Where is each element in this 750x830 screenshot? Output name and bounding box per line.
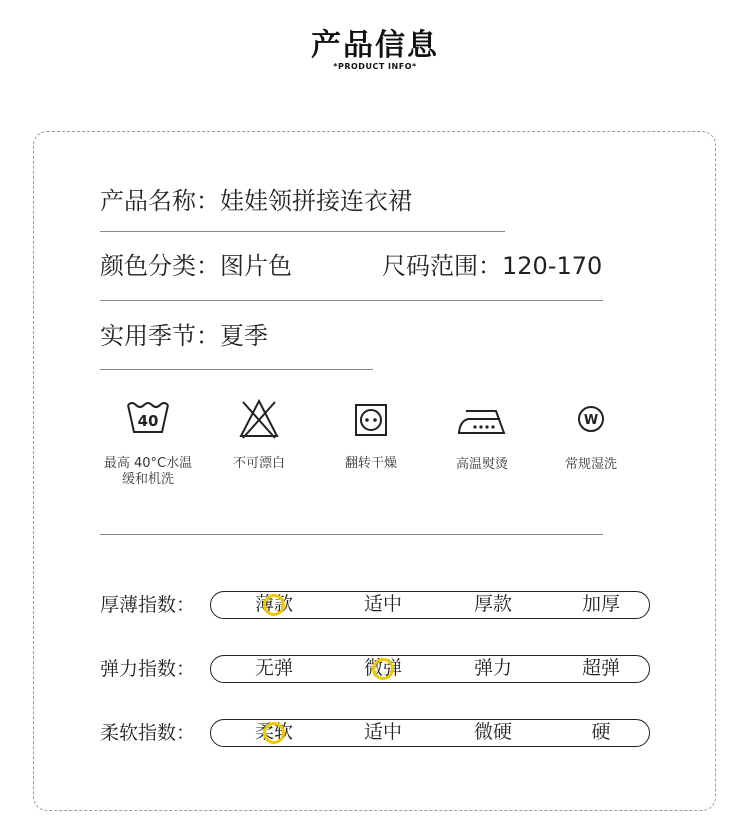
scale-option: 薄款 bbox=[254, 593, 293, 615]
care-label: 翻转干燥 bbox=[344, 456, 397, 471]
index-scale bbox=[210, 591, 650, 619]
page-subtitle: *PRODUCT INFO* bbox=[333, 62, 417, 71]
scale-option: 厚款 bbox=[473, 593, 512, 615]
care-item-wash bbox=[93, 400, 203, 488]
product-season: 实用季节：夏季 bbox=[100, 322, 268, 350]
divider bbox=[100, 369, 373, 370]
scale-option: 加厚 bbox=[581, 593, 620, 615]
product-name: 产品名称：娃娃领拼接连衣裙 bbox=[100, 187, 412, 215]
scale-option: 硬 bbox=[591, 721, 611, 743]
page-title: 产品信息 bbox=[311, 28, 439, 63]
care-label: 高温熨烫 bbox=[455, 457, 508, 472]
scale-option: 适中 bbox=[363, 593, 402, 615]
scale-option: 弹力 bbox=[473, 657, 512, 679]
divider bbox=[100, 231, 505, 232]
scale-option: 超弹 bbox=[581, 657, 620, 679]
scale-option: 适中 bbox=[363, 721, 402, 743]
care-item-iron bbox=[427, 405, 537, 473]
no-bleach-icon bbox=[237, 398, 281, 440]
care-label: 最高 40°C水温 bbox=[103, 456, 193, 471]
care-label: 缓和机洗 bbox=[121, 472, 174, 487]
tumble-dry-icon bbox=[354, 403, 388, 437]
scale-option: 微弹 bbox=[363, 657, 402, 679]
care-label: 不可漂白 bbox=[232, 456, 285, 471]
divider bbox=[100, 534, 603, 535]
wash-temperature: 40 bbox=[137, 412, 159, 430]
index-scale bbox=[210, 655, 650, 683]
care-item-dry bbox=[316, 403, 426, 472]
scale-option: 微硬 bbox=[473, 721, 512, 743]
care-label: 常规湿洗 bbox=[564, 457, 617, 472]
scale-label: 弹力指数： bbox=[100, 658, 196, 680]
divider bbox=[100, 300, 603, 301]
scale-label: 柔软指数： bbox=[100, 722, 196, 744]
wet-clean-icon bbox=[577, 405, 605, 433]
wet-clean-letter: W bbox=[583, 413, 599, 428]
scale-option: 无弹 bbox=[254, 657, 293, 679]
iron-high-icon bbox=[456, 405, 508, 435]
care-item-wet-clean bbox=[536, 405, 646, 473]
scale-option: 柔软 bbox=[254, 721, 293, 743]
wash-40-icon bbox=[124, 400, 172, 436]
scale-label: 厚薄指数： bbox=[100, 594, 196, 616]
care-item-bleach bbox=[204, 398, 314, 472]
product-color: 颜色分类：图片色 bbox=[100, 252, 292, 280]
index-scale bbox=[210, 719, 650, 747]
product-size-range: 尺码范围：120-170 bbox=[382, 252, 603, 280]
